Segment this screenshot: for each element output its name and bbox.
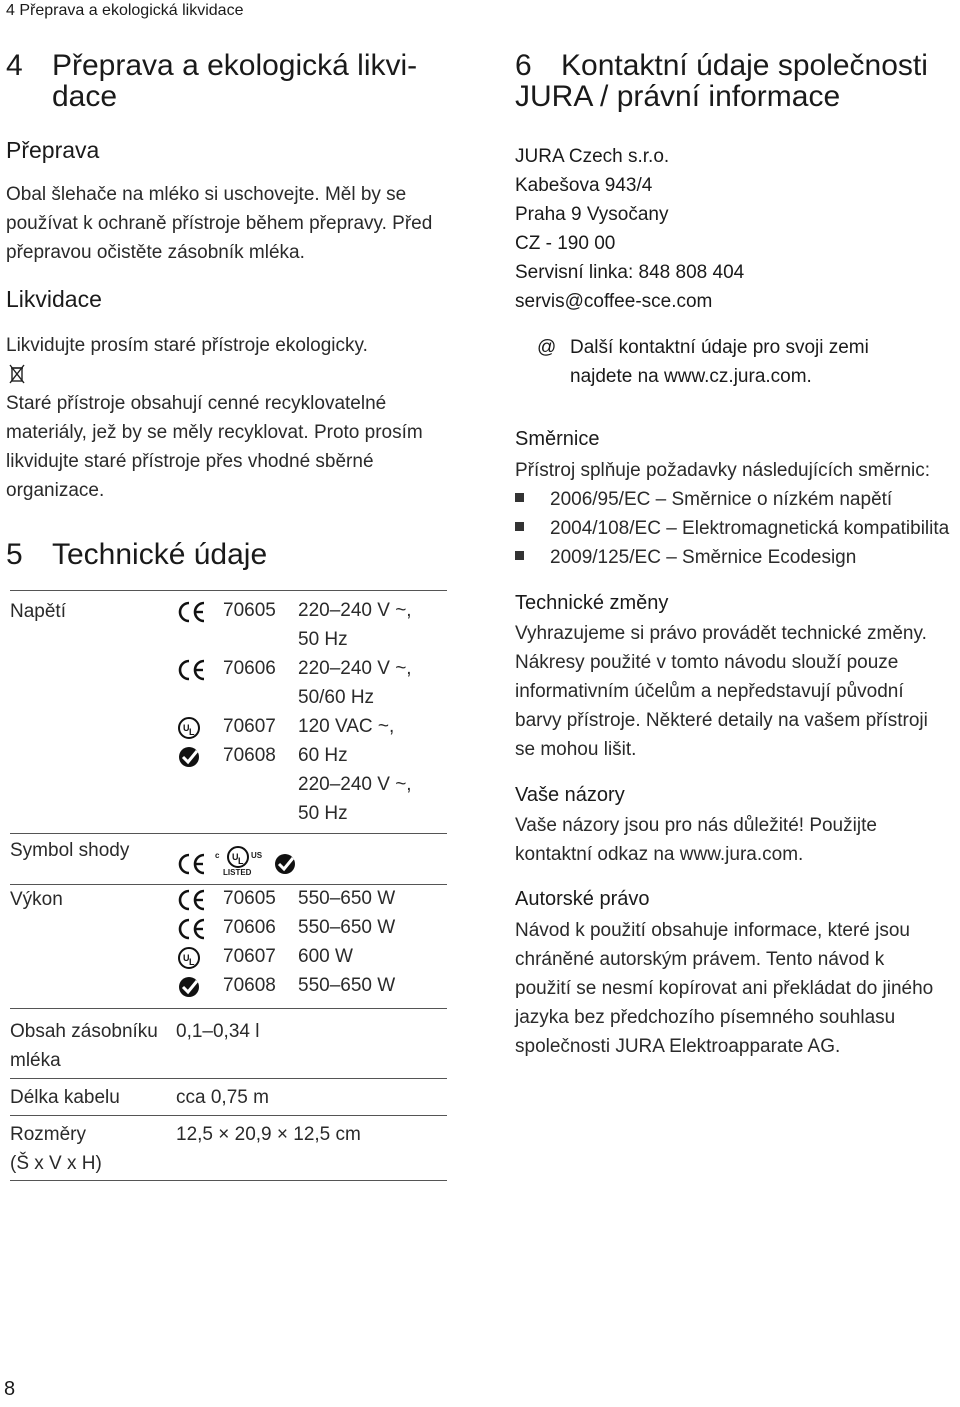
power-rows: [176, 888, 396, 1004]
text-line: organizace.: [6, 480, 105, 501]
dims-value: 12,5 × 20,9 × 12,5 cm: [176, 1124, 361, 1145]
service-hotline: Servisní linka: 848 808 404: [515, 262, 745, 283]
text-line: kontaktní odkaz na www.jura.com.: [515, 844, 804, 865]
section-title: Technické údaje: [52, 538, 268, 571]
ce-mark-icon: [176, 600, 206, 624]
text-line: používat k ochraně přístroje během přepravy. Před: [6, 213, 433, 234]
cable-value: cca 0,75 m: [176, 1087, 269, 1108]
frequency-value: 50 Hz: [298, 629, 348, 650]
label-line: mléka: [10, 1050, 61, 1071]
ul-mark-icon: [176, 946, 206, 970]
text-line: informativním účelům a nepředstavují původní: [515, 681, 904, 702]
power-label: Výkon: [10, 889, 63, 910]
label-line: Rozměry: [10, 1124, 87, 1145]
text-line: likvidujte staré přístroje přes vhodné sběrné: [6, 451, 374, 472]
bullet-icon: [515, 493, 524, 502]
ul-mark-icon: [176, 716, 206, 740]
voltage-value: 220–240 V ~,: [298, 658, 412, 679]
frequency-value: 50 Hz: [298, 803, 348, 824]
label-line: (Š x V x H): [10, 1153, 102, 1174]
note-line: najdete na www.cz.jura.com.: [570, 366, 812, 387]
rcm-mark-icon: [176, 975, 206, 999]
disposal-heading: Likvidace: [6, 286, 102, 312]
model-number: 70605: [223, 888, 276, 909]
text-line: jazyka bez předchozího písemného souhlasu: [515, 1007, 896, 1028]
tank-value: 0,1–0,34 l: [176, 1021, 260, 1042]
section-title-line1: Přeprava a ekologická likvi-: [52, 49, 418, 82]
at-icon: @: [537, 337, 557, 358]
text-line: Vyhrazujeme si právo provádět technické změny.: [515, 623, 927, 644]
text-line: Obal šlehače na mléko si uschovejte. Měl by se: [6, 184, 407, 205]
table-rule: [10, 1078, 447, 1079]
dims-label: [10, 1120, 102, 1178]
model-number: 70608: [223, 975, 276, 996]
section-number: 6: [515, 49, 532, 82]
text-line: přepravou očistěte zásobník mléka.: [6, 242, 305, 263]
feedback-text: [515, 811, 877, 869]
bullet-icon: [515, 522, 524, 531]
address-line: CZ - 190 00: [515, 233, 616, 254]
copyright-text: [515, 916, 933, 1061]
culus-c-text: c: [215, 851, 220, 860]
contact-note: [570, 333, 869, 391]
address-line: Kabešova 943/4: [515, 175, 653, 196]
address-line: Praha 9 Vysočany: [515, 204, 669, 225]
directives-heading: Směrnice: [515, 428, 600, 450]
table-rule: [10, 884, 447, 885]
frequency-value: 60 Hz: [298, 745, 348, 766]
running-header: 4 Přeprava a ekologická likvidace: [6, 2, 244, 19]
voltage-value: 120 VAC ~,: [298, 716, 395, 737]
text-line: Vaše názory jsou pro nás důležité! Použijte: [515, 815, 877, 836]
culus-listed-icon: [214, 845, 266, 879]
model-number: 70606: [223, 917, 276, 938]
text-line: společnosti JURA Elektroapparate AG.: [515, 1036, 841, 1057]
section-title-line2: dace: [52, 80, 118, 113]
section-title-line2: JURA / právní informace: [515, 80, 841, 113]
disposal-line: Likvidujte prosím staré přístroje ekologicky.: [6, 335, 368, 356]
conformity-marks: [176, 845, 316, 881]
directives-intro: Přístroj splňuje požadavky následujících směrnic:: [515, 460, 931, 481]
culus-listed-text: LISTED: [223, 868, 252, 877]
text-line: barvy přístroje. Některé detaily na vašem přístroji: [515, 710, 928, 731]
bullet-icon: [515, 551, 524, 560]
conformity-label: Symbol shody: [10, 840, 130, 861]
power-value: 600 W: [298, 946, 353, 967]
ce-mark-icon: [176, 917, 206, 941]
cable-label: Délka kabelu: [10, 1087, 120, 1108]
model-number: 70608: [223, 745, 276, 766]
section-number: 5: [6, 538, 23, 571]
text-line: materiály, jež by se měly recyklovat. Proto prosím: [6, 422, 423, 443]
note-line: Další kontaktní údaje pro svoji zemi: [570, 337, 869, 358]
voltage-rows: [176, 600, 412, 832]
frequency-value: 50/60 Hz: [298, 687, 375, 708]
voltage-value: 220–240 V ~,: [298, 774, 412, 795]
text-line: chráněné autorským právem. Tento návod k: [515, 949, 885, 970]
svg-text:L: L: [238, 856, 244, 866]
ce-mark-icon: [176, 852, 206, 876]
rcm-mark-icon: [272, 852, 302, 876]
power-value: 550–650 W: [298, 975, 396, 996]
list-item: 2004/108/EC – Elektromagnetická kompatibilita: [515, 514, 949, 543]
label-line: Obsah zásobníku: [10, 1021, 158, 1042]
model-number: 70606: [223, 658, 276, 679]
model-number: 70607: [223, 946, 276, 967]
voltage-label: Napětí: [10, 601, 66, 622]
section-5-heading: [6, 539, 267, 570]
crossed-bin-icon: [9, 364, 25, 389]
table-rule: [10, 833, 447, 834]
text-line: Staré přístroje obsahují cenné recyklovatelné: [6, 393, 387, 414]
changes-heading: Technické změny: [515, 592, 669, 614]
tank-label: [10, 1017, 158, 1075]
company-address: [515, 142, 744, 316]
section-6-heading: [515, 50, 928, 112]
rcm-mark-icon: [176, 745, 206, 769]
section-title-line1: Kontaktní údaje společnosti: [561, 49, 928, 82]
transport-heading: Přeprava: [6, 137, 100, 163]
culus-us-text: US: [251, 851, 263, 860]
model-number: 70605: [223, 600, 276, 621]
feedback-heading: Vaše názory: [515, 784, 625, 806]
directives-list: [515, 485, 949, 572]
svg-text:U: U: [232, 852, 239, 862]
page-number: 8: [4, 1378, 16, 1400]
copyright-heading: Autorské právo: [515, 888, 650, 910]
table-rule: [10, 1180, 447, 1181]
table-rule: [10, 590, 447, 591]
address-line: JURA Czech s.r.o.: [515, 146, 670, 167]
text-line: použití se nesmí kopírovat ani překládat do jiného: [515, 978, 934, 999]
model-number: 70607: [223, 716, 276, 737]
ce-mark-icon: [176, 888, 206, 912]
list-item: 2009/125/EC – Směrnice Ecodesign: [515, 543, 949, 572]
power-value: 550–650 W: [298, 888, 396, 909]
disposal-text: [6, 389, 423, 505]
text-line: Nákresy použité v tomto návodu slouží pouze: [515, 652, 899, 673]
service-email: servis@coffee-sce.com: [515, 291, 713, 312]
table-rule: [10, 1115, 447, 1116]
ce-mark-icon: [176, 658, 206, 682]
section-4-heading: [6, 50, 417, 112]
voltage-value: 220–240 V ~,: [298, 600, 412, 621]
section-number: 4: [6, 49, 23, 82]
list-item: 2006/95/EC – Směrnice o nízkém napětí: [515, 485, 949, 514]
table-rule: [10, 1008, 447, 1009]
text-line: se mohou lišit.: [515, 739, 637, 760]
text-line: Návod k použití obsahuje informace, které jsou: [515, 920, 910, 941]
transport-text: [6, 180, 432, 267]
changes-text: [515, 619, 928, 764]
power-value: 550–650 W: [298, 917, 396, 938]
